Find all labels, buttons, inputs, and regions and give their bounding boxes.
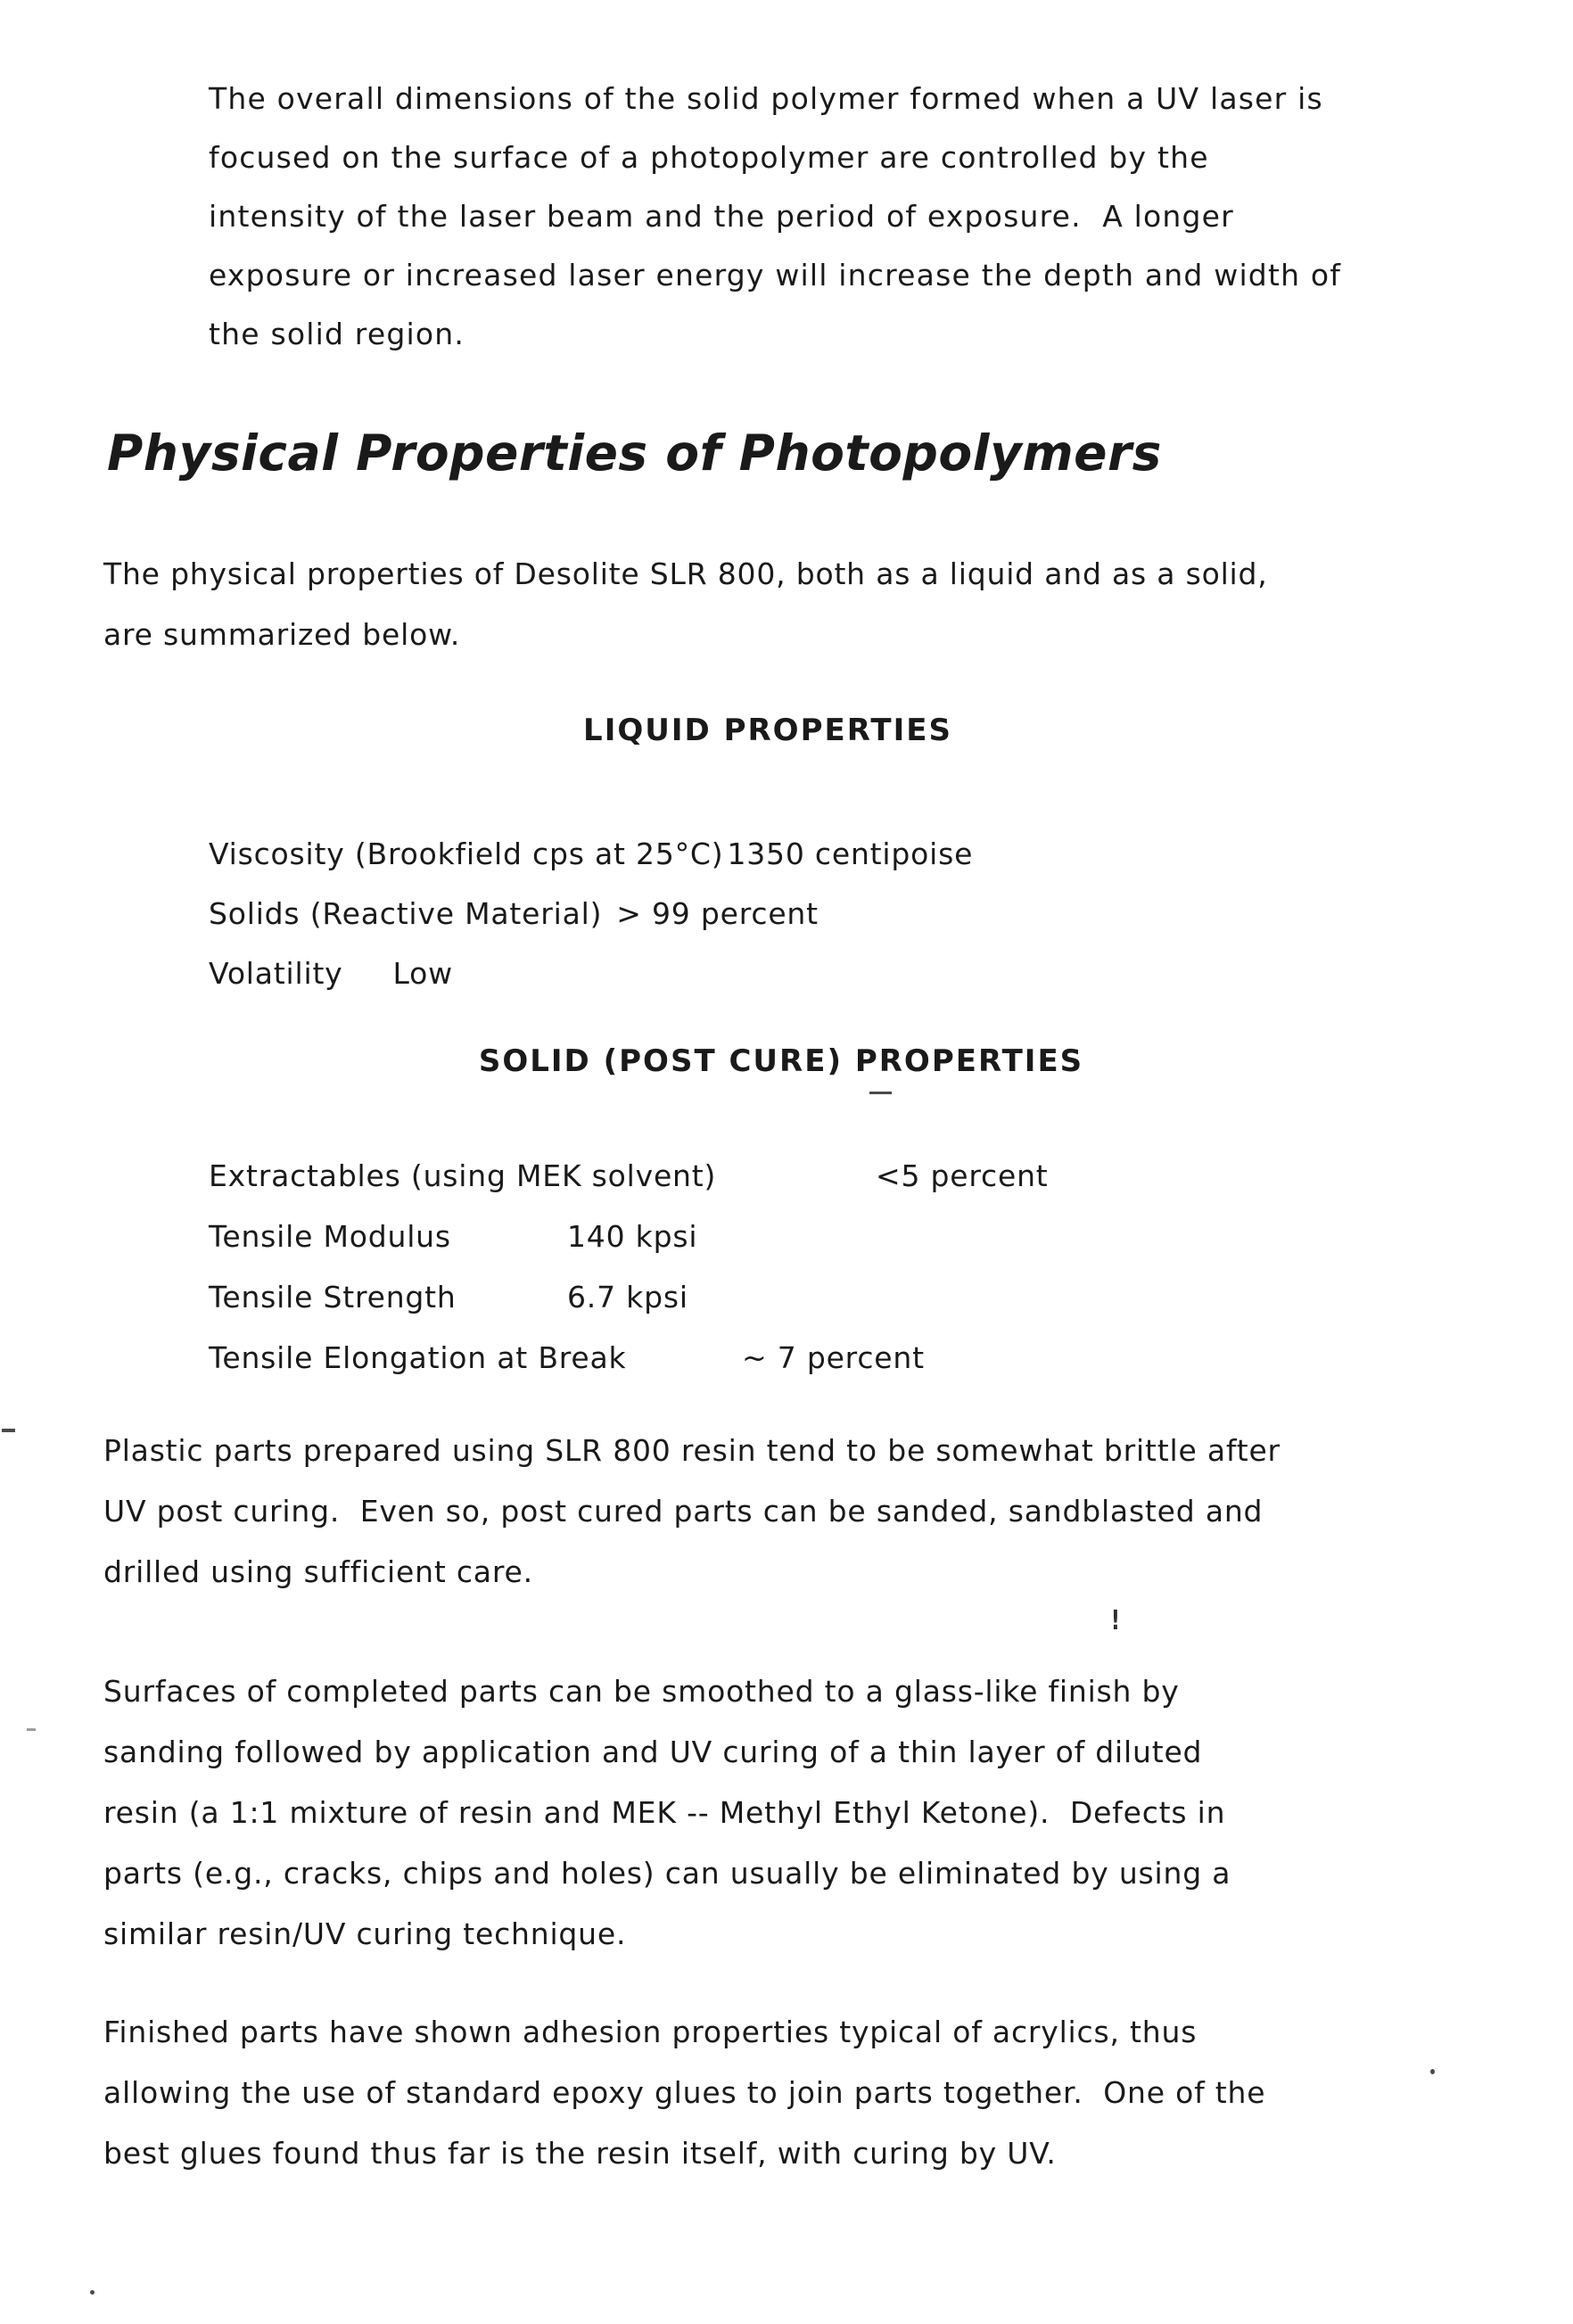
property-row bbox=[209, 1146, 1530, 1207]
property-value: 6.7 kpsi bbox=[567, 1280, 688, 1314]
liquid-properties-heading: LIQUID PROPERTIES bbox=[583, 713, 952, 748]
text-line: the solid region. bbox=[209, 317, 465, 351]
property-row bbox=[209, 1207, 1530, 1267]
text-line: drilled using sufficient care. bbox=[103, 1554, 533, 1589]
text-line: parts (e.g., cracks, chips and holes) can usually be eliminated by using a bbox=[103, 1856, 1231, 1891]
text-line: focused on the surface of a photopolymer are controlled by the bbox=[209, 140, 1209, 175]
text-line: UV post curing. Even so, post cured parts can be sanded, sandblasted and bbox=[103, 1494, 1264, 1529]
text-line: resin (a 1:1 mixture of resin and MEK -- Methyl Ethyl Ketone). Defects in bbox=[103, 1795, 1226, 1830]
property-value: 1350 centipoise bbox=[727, 836, 974, 871]
text-line: best glues found thus far is the resin itself, with curing by UV. bbox=[103, 2136, 1057, 2171]
scan-artifact-dash bbox=[2, 1429, 15, 1432]
scan-artifact-dash bbox=[27, 1728, 36, 1731]
solid-properties-heading: SOLID (POST CURE) PROPERTIES bbox=[478, 1043, 1084, 1079]
text-line: Plastic parts prepared using SLR 800 resin tend to be somewhat brittle after bbox=[103, 1433, 1281, 1468]
text-line: sanding followed by application and UV curing of a thin layer of diluted bbox=[103, 1735, 1203, 1769]
stray-mark: ! bbox=[1110, 1605, 1120, 1636]
property-row bbox=[209, 1267, 1530, 1328]
property-row bbox=[209, 1328, 1530, 1389]
property-value: > 99 percent bbox=[616, 896, 819, 931]
surfaces-paragraph bbox=[103, 1661, 1530, 1965]
property-label: Tensile Modulus bbox=[209, 1219, 451, 1254]
text-line: allowing the use of standard epoxy glues to join parts together. One of the bbox=[103, 2075, 1266, 2110]
brittle-paragraph bbox=[103, 1421, 1530, 1603]
text-line: The overall dimensions of the solid polymer formed when a UV laser is bbox=[209, 81, 1323, 116]
finished-paragraph bbox=[103, 2002, 1530, 2184]
section-heading: Physical Properties of Photopolymers bbox=[107, 424, 1162, 482]
text-line: similar resin/UV curing technique. bbox=[103, 1916, 627, 1951]
property-row bbox=[209, 824, 1530, 884]
text-line: exposure or increased laser energy will increase the depth and width of bbox=[209, 258, 1342, 293]
property-value: 140 kpsi bbox=[567, 1219, 698, 1254]
text-line: Surfaces of completed parts can be smoothed to a glass-like finish by bbox=[103, 1674, 1180, 1709]
text-line: intensity of the laser beam and the period of exposure. A longer bbox=[209, 199, 1234, 234]
text-line: Finished parts have shown adhesion properties typical of acrylics, thus bbox=[103, 2015, 1198, 2049]
solid-properties-list bbox=[209, 1146, 1530, 1389]
property-label: Tensile Strength bbox=[209, 1280, 457, 1314]
property-value: Low bbox=[392, 956, 453, 991]
scan-artifact-underline bbox=[869, 1092, 892, 1094]
property-row bbox=[209, 944, 1530, 1003]
property-row bbox=[209, 884, 1530, 944]
property-label: Extractables (using MEK solvent) bbox=[209, 1158, 717, 1193]
property-value: ~ 7 percent bbox=[742, 1340, 925, 1375]
property-label: Tensile Elongation at Break bbox=[209, 1340, 627, 1375]
property-value: <5 percent bbox=[876, 1158, 1049, 1193]
property-label: Volatility bbox=[209, 956, 343, 991]
intro-paragraph bbox=[209, 70, 1530, 364]
text-line: The physical properties of Desolite SLR 800, both as a liquid and as a solid, bbox=[103, 556, 1268, 591]
property-label: Viscosity (Brookfield cps at 25°C) bbox=[209, 836, 724, 871]
page-content bbox=[103, 70, 1530, 2184]
scan-artifact-dot bbox=[90, 2290, 95, 2295]
property-label: Solids (Reactive Material) bbox=[209, 896, 603, 931]
liquid-properties-list bbox=[209, 824, 1530, 1003]
text-line: are summarized below. bbox=[103, 617, 461, 652]
summary-paragraph bbox=[103, 544, 1530, 665]
scan-artifact-dot bbox=[1430, 2069, 1435, 2074]
